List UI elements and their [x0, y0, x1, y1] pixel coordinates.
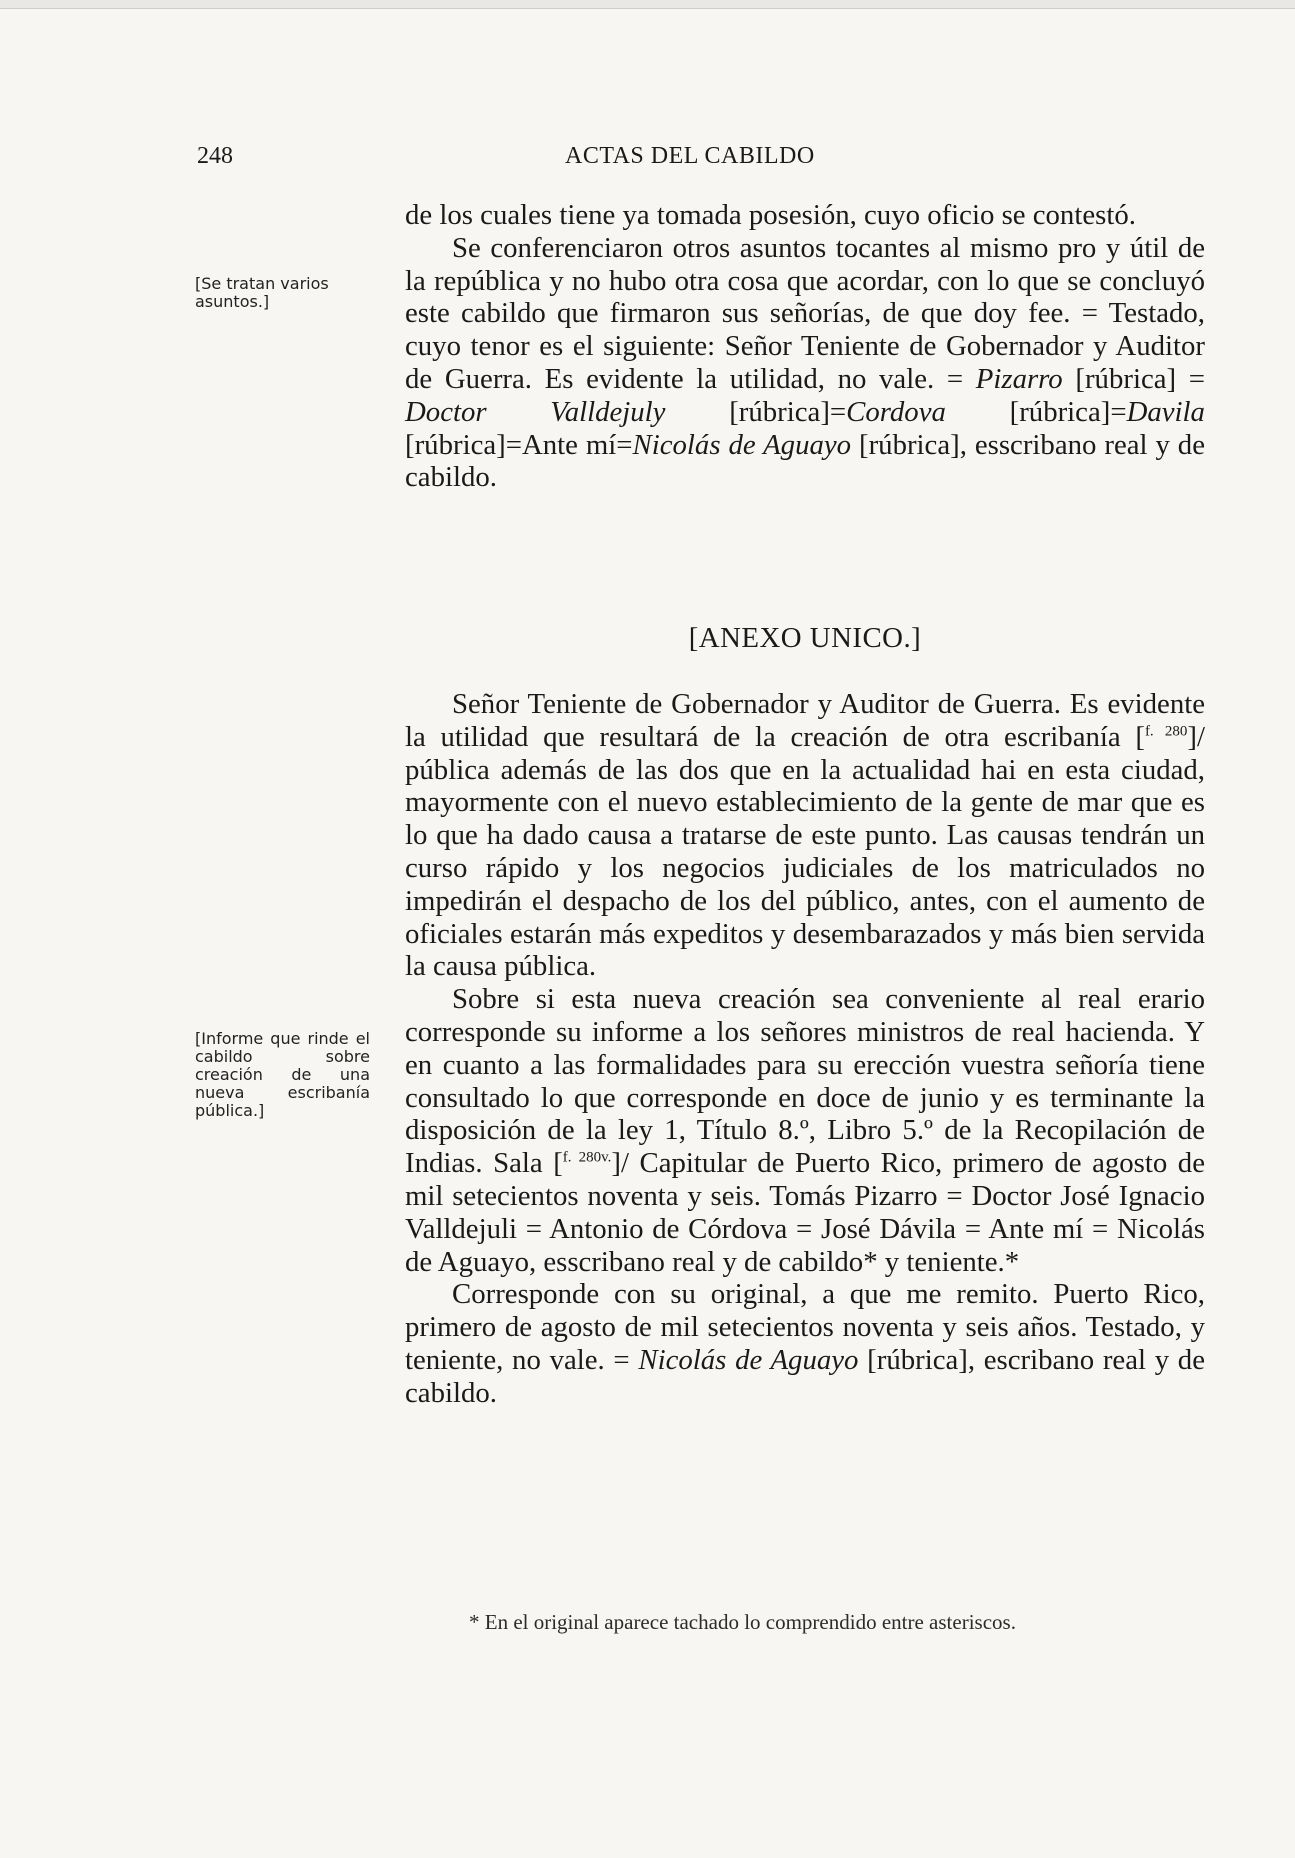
- paragraph-continuation: de los cuales tiene ya tomada posesión, cuyo oficio se contestó.: [405, 199, 1136, 231]
- main-text: [405, 199, 1205, 494]
- footnote: * En el original aparece tachado lo comprendido entre asteriscos.: [469, 1610, 1016, 1634]
- margin-note-varios-asuntos: [Se tratan varios asuntos.]: [195, 274, 329, 311]
- annex-paragraph-3: Corresponde con su original, a que me remito. Puerto Rico, primero de agosto de mil setecientos noventa y seis años. Testado, y teniente, no vale. = Nicolás de Aguayo [rúbrica], escribano real y de cabildo.: [405, 1278, 1205, 1409]
- page-top-edge: [0, 0, 1295, 9]
- margin-note-informe: [Informe que rinde el cabildo sobre creación de una nueva escribanía pública.]: [195, 1029, 370, 1120]
- annex-title: [ANEXO UNICO.]: [688, 622, 922, 654]
- annex-text: [405, 688, 1205, 1410]
- page-number: 248: [197, 143, 233, 169]
- signature-name-valldejuly: Doctor Valldejuly: [405, 395, 666, 428]
- running-title: ACTAS DEL CABILDO: [565, 143, 815, 169]
- annex-paragraph-2: Sobre si esta nueva creación sea conveniente al real erario corresponde su informe a los señores ministros de real hacienda. Y en cuanto a las formalidades para su erección vuestra señoría tiene consultado lo que corresponde en doce de junio y es terminante la disposición de la ley 1, Título 8.º, Libro 5.º de la Recopilación de Indias. Sala [$^{f. 280v.}$]/ Capitular de Puerto Rico, primero de agosto de mil setecientos noventa y seis. Tomás Pizarro = Doctor José Ignacio Valldejuli = Antonio de Córdova = José Dávila = Ante mí = Nicolás de Aguayo, esscribano real y de cabildo* y teniente.*: [405, 983, 1205, 1278]
- signature-name-cordova: Cordova: [846, 395, 946, 428]
- folio-marker: f. 280v.: [562, 1149, 612, 1166]
- signature-name-davila: Davila: [1126, 395, 1205, 428]
- signature-name-pizarro: Pizarro: [975, 362, 1063, 395]
- paragraph-otros-asuntos: Se conferenciaron otros asuntos tocantes al mismo pro y útil de la república y no hubo otra cosa que acordar, con lo que se concluyó este cabildo que firmaron sus señorías, de que doy fee. = Testado, cuyo tenor es el siguiente: Señor Teniente de Gobernador y Auditor de Guerra. Es evidente la utilidad, no vale. = Pizarro [rúbrica] = Doctor Valldejuly [rúbrica]=Cordova [rúbrica]=Davila [rúbrica]=Ante mí=Nicolás de Aguayo [rúbrica], esscribano real y de cabildo.: [405, 231, 1205, 494]
- signature-name-aguayo: Nicolás de Aguayo: [638, 1343, 859, 1376]
- signature-name-aguayo: Nicolás de Aguayo: [632, 428, 852, 461]
- folio-marker: f. 280: [1144, 723, 1188, 740]
- annex-paragraph-1: Señor Teniente de Gobernador y Auditor de Guerra. Es evidente la utilidad que resultará de la creación de otra escribanía [$^{f. 280}$]/ pública además de las dos que en la actualidad hai en esta ciudad, mayormente con el nuevo establecimiento de la gente de mar que es lo que ha dado causa a tratarse de este punto. Las causas tendrán un curso rápido y los negocios judiciales de los matriculados no impedirán el despacho de los del público, antes, con el aumento de oficiales estarán más expeditos y desembarazados y más bien servida la causa pública.: [405, 688, 1205, 983]
